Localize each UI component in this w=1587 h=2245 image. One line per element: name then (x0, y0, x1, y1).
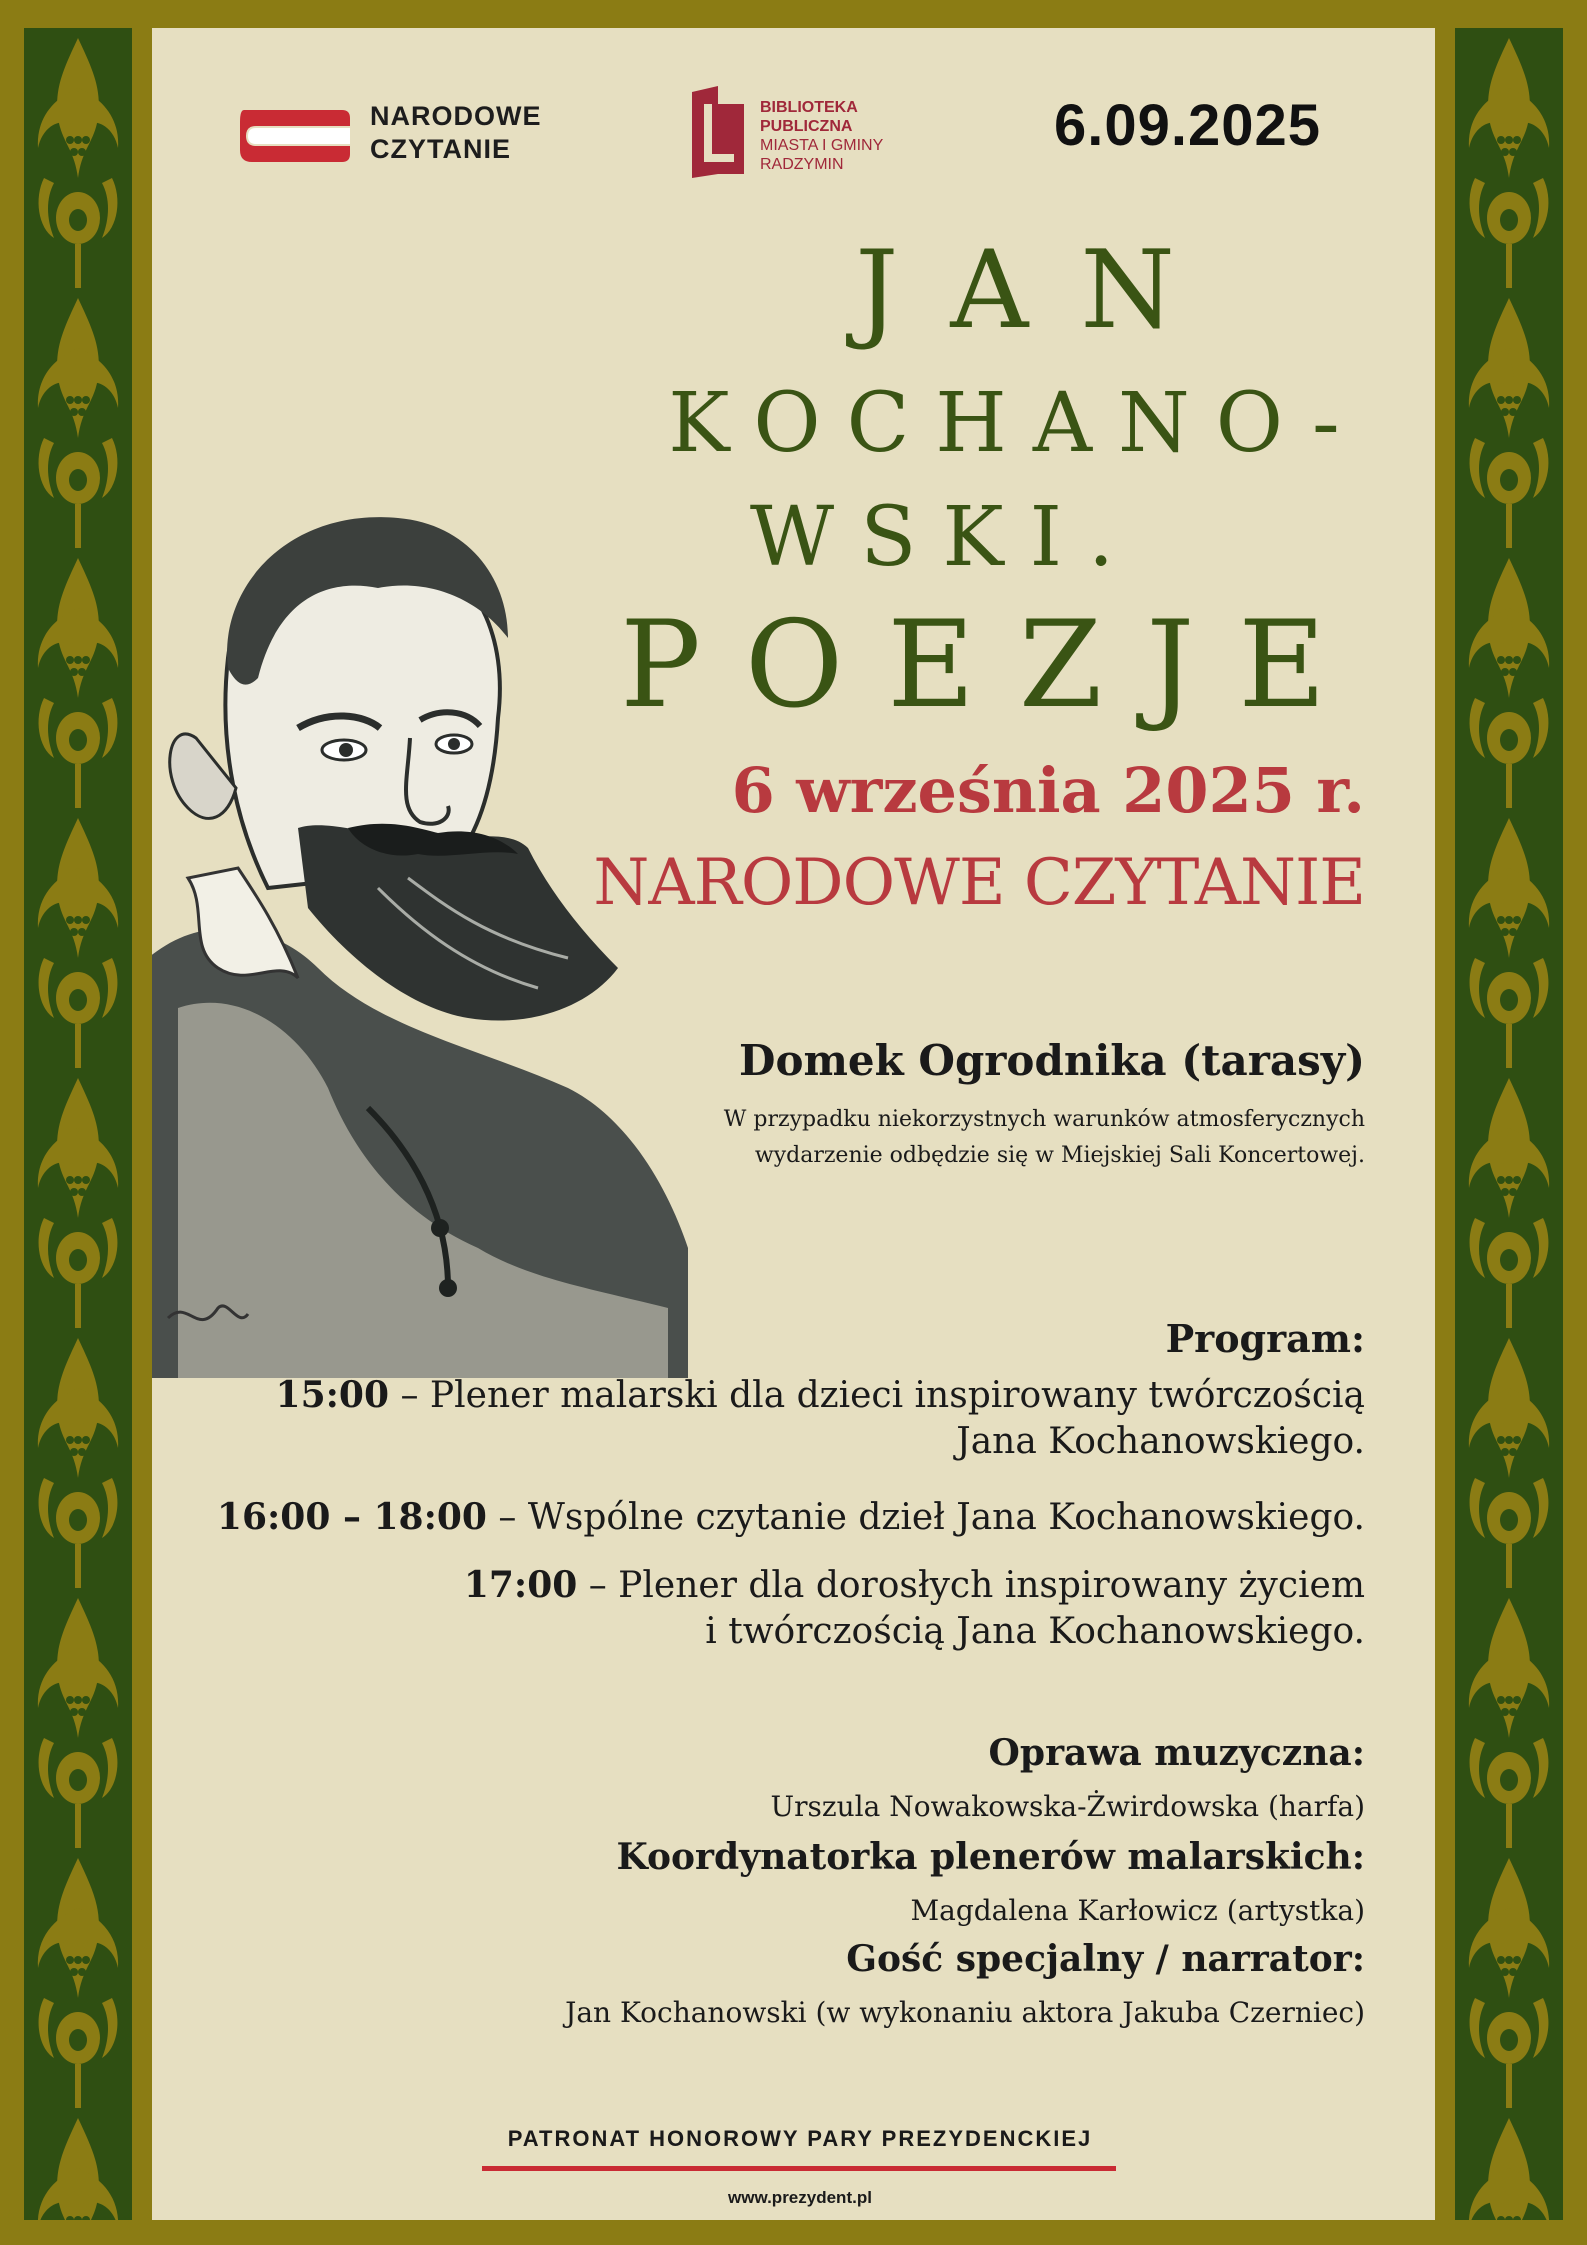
logo-line-1: NARODOWE (370, 101, 542, 131)
venue-note (724, 1102, 1365, 1174)
right-ornament-border (1455, 28, 1563, 2220)
credit-value: Urszula Nowakowska-Żwirdowska (harfa) (770, 1790, 1365, 1823)
logo-line-2: CZYTANIE (370, 134, 511, 164)
left-ornament-border (24, 28, 132, 2220)
library-line-2: PUBLICZNA (760, 118, 853, 135)
right-gold-strip (1435, 28, 1455, 2220)
header-date: 6.09.2025 (1054, 93, 1322, 158)
program-text-cont: Jana Kochanowskiego. (956, 1421, 1365, 1462)
library-line-3: MIASTA I GMINY (760, 137, 884, 154)
credit-heading: Gość specjalny / narrator: (846, 1938, 1365, 1980)
program-item (276, 1372, 1365, 1465)
credit-value: Jan Kochanowski (w wykonaniu aktora Jakuba Czerniec) (565, 1996, 1365, 2029)
library-line-4: RADZYMIN (760, 156, 844, 173)
credit-value: Magdalena Karłowicz (artystka) (910, 1894, 1365, 1927)
program-item (464, 1562, 1365, 1655)
event-date: 6 września 2025 r. (731, 754, 1365, 827)
narodowe-czytanie-logo-text (370, 100, 542, 166)
program-text: – Plener dla dorosłych inspirowany życiem (577, 1565, 1365, 1606)
tulip-ornament-icon (24, 28, 132, 2220)
venue-note-line-1: W przypadku niekorzystnych warunków atmosferycznych (723, 1107, 1365, 1132)
program-text: – Wspólne czytanie dzieł Jana Kochanowskiego. (486, 1497, 1365, 1538)
footer-url: www.prezydent.pl (728, 2188, 872, 2207)
left-gold-strip (132, 28, 152, 2220)
credit-heading: Koordynatorka plenerów malarskich: (616, 1836, 1365, 1878)
title-line-3: WSKI. (749, 490, 1141, 585)
program-item (217, 1494, 1365, 1541)
program-time: 16:00 – 18:00 (216, 1496, 487, 1538)
patronat-divider (482, 2166, 1116, 2171)
title-line-4: POEZJE (620, 596, 1370, 735)
library-line-1: BIBLIOTEKA (760, 99, 858, 116)
book-icon (238, 100, 358, 170)
library-icon (690, 84, 750, 180)
program-text: – Plener malarski dla dzieci inspirowany twórczością (389, 1375, 1365, 1416)
program-heading: Program: (1165, 1316, 1365, 1361)
patronat-text: PATRONAT HONOROWY PARY PREZYDENCKIEJ (507, 2126, 1093, 2151)
program-time: 15:00 (275, 1374, 390, 1416)
tulip-ornament-icon (1455, 28, 1563, 2220)
venue-note-line-2: wydarzenie odbędzie się w Miejskiej Sali Koncertowej. (754, 1143, 1365, 1168)
title-line-2: KOCHANO- (668, 376, 1366, 471)
credit-heading: Oprawa muzyczna: (988, 1732, 1365, 1774)
venue-name: Domek Ogrodnika (tarasy) (739, 1036, 1365, 1085)
library-logo-text (760, 98, 883, 174)
title-line-1: JAN (855, 228, 1227, 353)
program-time: 17:00 (463, 1564, 578, 1606)
program-text-cont: i twórczością Jana Kochanowskiego. (705, 1611, 1365, 1652)
poster-panel (152, 28, 1435, 2220)
event-name: NARODOWE CZYTANIE (593, 846, 1365, 920)
